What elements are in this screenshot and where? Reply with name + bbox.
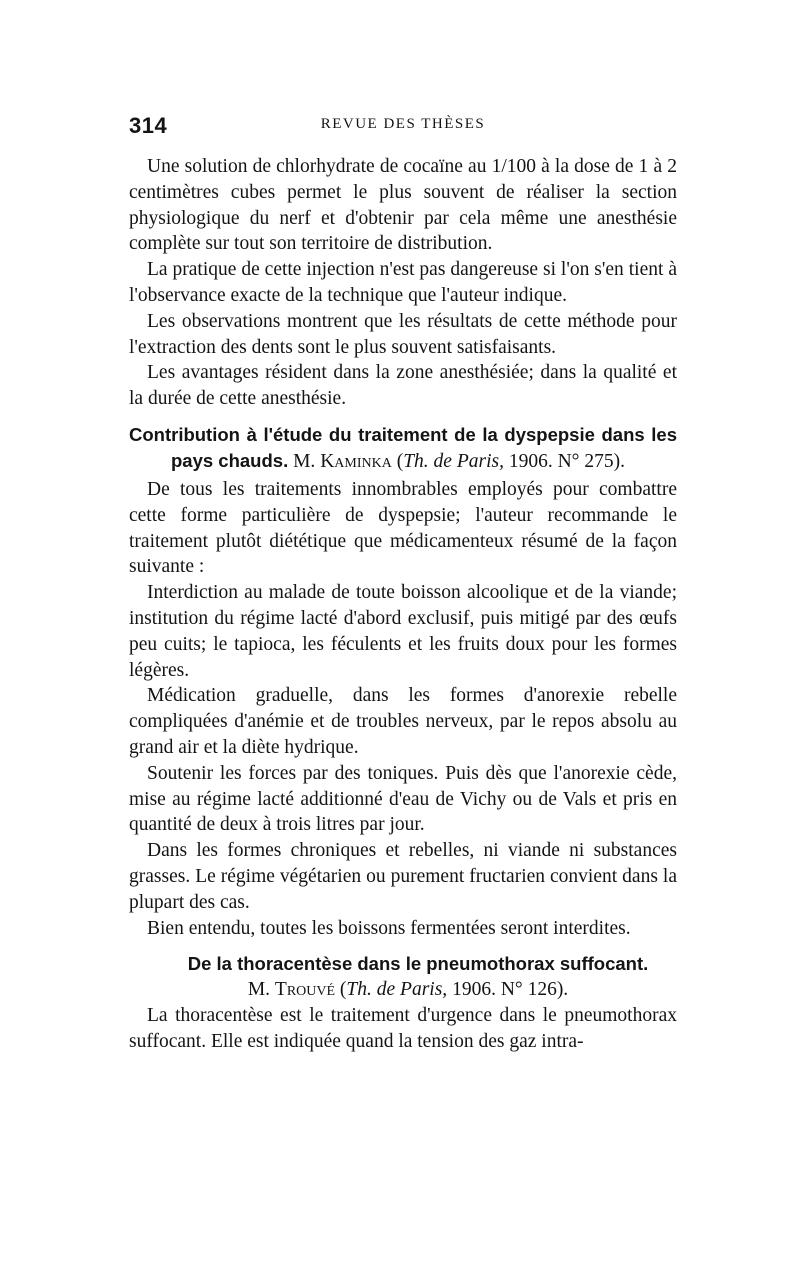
paragraph: Les avantages résident dans la zone anesthésiée; dans la qualité et la durée de cette anesthésie. <box>129 362 677 410</box>
paragraph: Dans les formes chroniques et rebelles, ni viande ni substances grasses. Le régime végétarien ou purement fructarien convient dans la plupart des cas. <box>129 840 677 913</box>
author-name: Kaminka <box>320 450 392 472</box>
paragraph: Médication graduelle, dans les formes d'anorexie rebelle compliquées d'anémie et de troubles nerveux, par le repos absolu au grand air et la diète hydrique. <box>129 685 677 758</box>
page-number: 314 <box>129 113 168 138</box>
ref-open: ( <box>396 450 404 472</box>
page-header <box>129 113 677 143</box>
ref-open: ( <box>339 979 347 1001</box>
reference-details: 1906. N° 126). <box>452 979 569 1001</box>
paragraph: Les observations montrent que les résultats de cette méthode pour l'extraction des dents sont le plus souvent satisfaisants. <box>129 310 677 358</box>
paragraph: Soutenir les forces par des toniques. Puis dès que l'anorexie cède, mise au régime lacté additionné d'eau de Vichy ou de Vals et pris en quantité de deux à trois litres par jour. <box>129 762 677 836</box>
paragraph: Une solution de chlorhydrate de cocaïne au 1/100 à la dose de 1 à 2 centimètres cubes permet le plus souvent de réaliser la section physiologique du nerf et d'obtenir par cela même une anesthésie complète sur tout son territoire de distribution. <box>129 156 677 255</box>
author-name: Trouvé <box>274 979 336 1001</box>
section-title-line1: Contribution à l'étude du traitement de la dyspepsie dans les <box>129 423 677 445</box>
running-title: REVUE DES THÈSES <box>320 116 486 132</box>
section-heading-dyspepsie <box>129 422 677 475</box>
author-prefix: M. <box>293 450 316 472</box>
reference-source: Th. de Paris, <box>346 979 448 1001</box>
paragraph: La pratique de cette injection n'est pas dangereuse si l'on s'en tient à l'observance exacte de la technique que l'auteur indique. <box>129 259 677 306</box>
body-text <box>129 154 677 1055</box>
section-title-bold: pays chauds. <box>171 449 289 471</box>
paragraph: Interdiction au malade de toute boisson alcoolique et de la viande; institution du régime lacté d'abord exclusif, puis mitigé par des œufs peu cuits; le tapioca, les féculents et les fruits doux pour les formes légères. <box>129 582 677 681</box>
paragraph: La thoracentèse est le traitement d'urgence dans le pneumothorax suffocant. Elle est indiquée quand la tension des gaz intra- <box>129 1005 677 1053</box>
section-title-line2 <box>129 448 677 475</box>
paragraph: Bien entendu, toutes les boissons fermentées seront interdites. <box>147 917 631 939</box>
author-prefix: M. <box>247 979 271 1001</box>
section-title: De la thoracentèse dans le pneumothorax suffocant. <box>187 953 649 975</box>
section-heading-thoracentese <box>129 951 677 1003</box>
paragraph: De tous les traitements innombrables employés pour combattre cette forme particulière de dyspepsie; l'auteur recommande le traitement plutôt diététique que médicamenteux résumé de la façon suivante : <box>129 478 677 578</box>
reference-details: 1906. N° 275). <box>508 450 625 472</box>
reference-source: Th. de Paris, <box>403 450 504 472</box>
section-byline <box>129 977 677 1003</box>
